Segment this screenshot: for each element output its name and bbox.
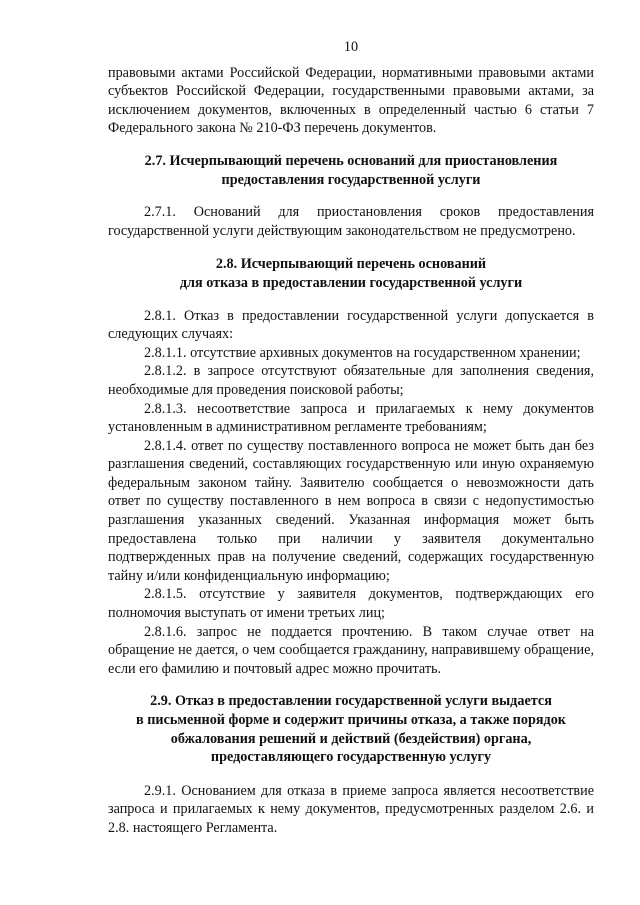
section-2-7-heading-line-2: предоставления государственной услуги [221, 171, 481, 188]
section-2-7-heading [108, 152, 594, 189]
section-2-8-heading [108, 255, 594, 292]
paragraph-2-8-1-4: 2.8.1.4. ответ по существу поставленного вопроса не может быть дан без разглашения сведений, составляющих государственную или иную охраняемую федеральным законом тайну. Заявителю сообщается о невозможности дать ответ по существу поставленного в нем вопроса в связи с недопустимостью разглашения указанных сведений. Указанная информация может быть предоставлена только при наличии у заявителя документально подтвержденных прав на получение сведений, содержащих государственную тайну и/или конфиденциальную информацию; [108, 437, 594, 584]
section-2-8-heading-line-1: 2.8. Исчерпывающий перечень оснований [215, 256, 487, 273]
page-number: 10 [343, 39, 359, 55]
paragraph-2-8-1-3: 2.8.1.3. несоответствие запроса и прилагаемых к нему документов установленным в административном регламенте требованиям; [108, 400, 594, 436]
section-2-7-heading-line-1: 2.7. Исчерпывающий перечень оснований для приостановления [144, 152, 558, 169]
paragraph-2-8-1-5: 2.8.1.5. отсутствие у заявителя документов, подтверждающих его полномочия выступать от имени третьих лиц; [108, 586, 594, 622]
paragraph-2-8-1-1: 2.8.1.1. отсутствие архивных документов на государственном хранении; [144, 344, 581, 361]
section-2-9-heading-line-3: обжалования решений и действий (бездействия) органа, [170, 730, 532, 747]
paragraph-2-8-1-6: 2.8.1.6. запрос не поддается прочтению. В таком случае ответ на обращение не дается, о чем сообщается гражданину, направившему обращение, если его фамилию и почтовый адрес можно прочитать. [108, 623, 594, 677]
section-2-9-heading-line-1: 2.9. Отказ в предоставлении государственной услуги выдается [150, 693, 552, 710]
section-2-9-heading-line-4: предоставляющего государственную услугу [210, 749, 492, 766]
section-2-9-heading [108, 692, 594, 766]
intro-paragraph: правовыми актами Российской Федерации, нормативными правовыми актами субъектов Российской Федерации, государственными правовыми актами, за исключением документов, включенных в определенный частью 6 статьи 7 Федерального закона № 210-ФЗ перечень документов. [108, 64, 594, 137]
paragraph-2-9-1: 2.9.1. Основанием для отказа в приеме запроса является несоответствие запроса и прилагаемых к нему документов, предусмотренных разделом 2.6. и 2.8. настоящего Регламента. [108, 782, 594, 836]
section-2-8-heading-line-2: для отказа в предоставлении государственной услуги [179, 274, 523, 291]
paragraph-2-8-1-2: 2.8.1.2. в запросе отсутствуют обязательные для заполнения сведения, необходимые для проведения поисковой работы; [108, 363, 594, 398]
section-2-9-heading-line-2: в письменной форме и содержит причины отказа, а также порядок [136, 712, 566, 728]
paragraph-2-7-1: 2.7.1. Оснований для приостановления сроков предоставления государственной услуги действующим законодательством не предусмотрено. [108, 204, 594, 239]
paragraph-2-8-1: 2.8.1. Отказ в предоставлении государственной услуги допускается в следующих случаях: [108, 307, 594, 343]
